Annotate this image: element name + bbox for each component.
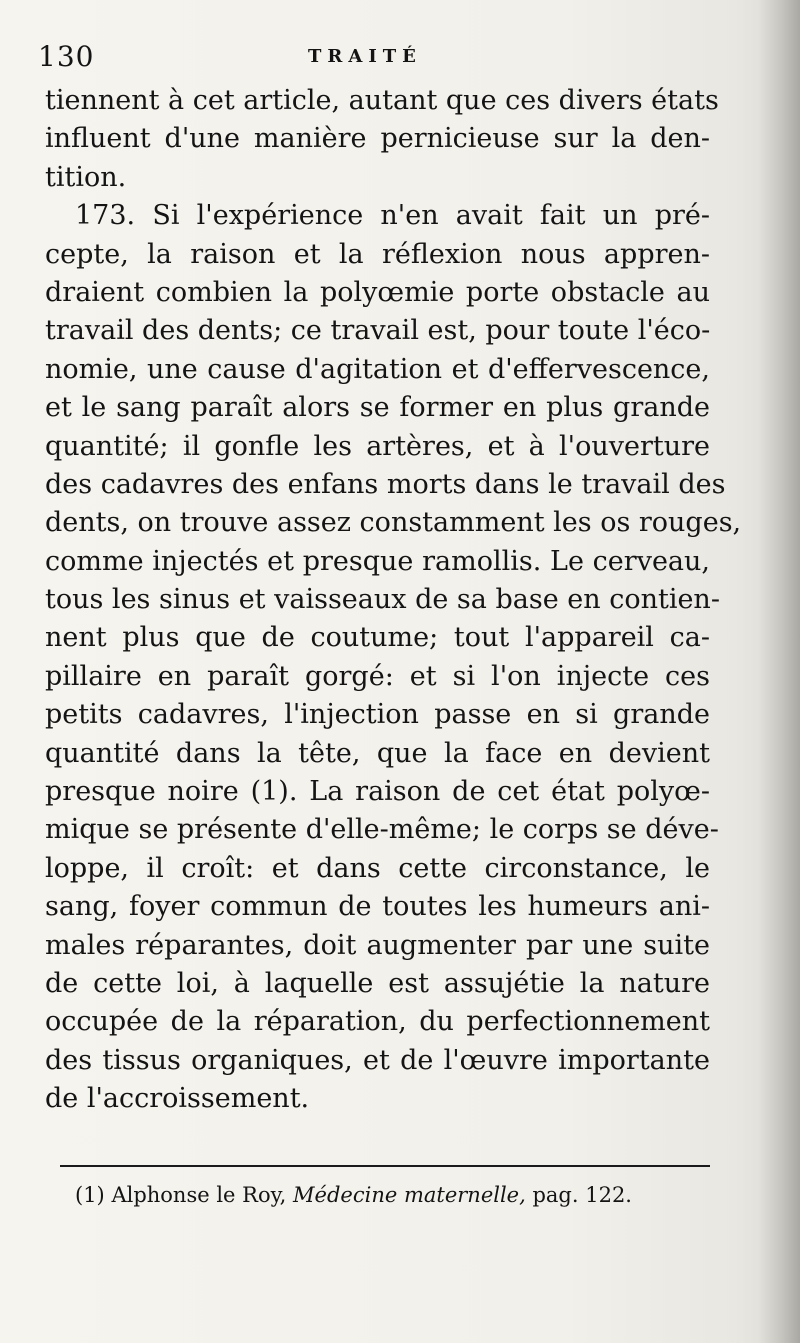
- text-line: quantité; il gonfle les artères, et à l'ouverture: [45, 430, 710, 462]
- text-line: des cadavres des enfans morts dans le travail des: [45, 468, 726, 500]
- footnote-marker: (1): [75, 1183, 105, 1207]
- footnote-page-ref: pag. 122.: [532, 1183, 632, 1207]
- footnote-author: Alphonse le Roy,: [111, 1183, 287, 1207]
- text-line: mique se présente d'elle-même; le corps se déve-: [45, 814, 719, 846]
- text-line: influent d'une manière pernicieuse sur la den-: [45, 123, 710, 155]
- footnote-rule: [60, 1165, 710, 1167]
- text-line: pillaire en paraît gorgé: et si l'on injecte ces: [45, 660, 710, 692]
- body-text: [45, 82, 742, 1119]
- running-head: TRAITÉ: [308, 46, 422, 67]
- text-line: sang, foyer commun de toutes les humeurs ani-: [45, 891, 710, 923]
- text-line: tition.: [45, 161, 127, 193]
- text-line: occupée de la réparation, du perfectionnement: [45, 1006, 710, 1038]
- text-line: des tissus organiques, et de l'œuvre importante: [45, 1044, 710, 1076]
- text-line: quantité dans la tête, que la face en devient: [45, 737, 710, 769]
- text-line: comme injectés et presque ramollis. Le cerveau,: [45, 545, 710, 577]
- text-line: nent plus que de coutume; tout l'appareil ca-: [45, 622, 710, 654]
- text-line: de l'accroissement.: [45, 1083, 310, 1115]
- text-line: loppe, il croît: et dans cette circonstance, le: [45, 852, 710, 884]
- text-line: dents, on trouve assez constamment les os rouges,: [45, 507, 742, 539]
- text-line: de cette loi, à laquelle est assujétie la nature: [45, 967, 710, 999]
- text-line: presque noire (1). La raison de cet état polyœ-: [45, 776, 710, 808]
- text-line: petits cadavres, l'injection passe en si grande: [45, 699, 710, 731]
- text-line: cepte, la raison et la réflexion nous appren-: [45, 238, 710, 270]
- text-line: nomie, une cause d'agitation et d'effervescence,: [45, 353, 710, 385]
- text-line: draient combien la polyœmie porte obstacle au: [45, 276, 710, 308]
- page-edge-shadow: [758, 0, 800, 1343]
- text-line: travail des dents; ce travail est, pour toute l'éco-: [45, 315, 711, 347]
- text-line: et le sang paraît alors se former en plus grande: [45, 392, 710, 424]
- text-line: males réparantes, doit augmenter par une suite: [45, 929, 710, 961]
- page-header: [38, 40, 748, 80]
- text-line: tiennent à cet article, autant que ces divers états: [45, 85, 719, 116]
- footnote: [75, 1183, 715, 1207]
- page-number: 130: [38, 40, 95, 73]
- text-line: tous les sinus et vaisseaux de sa base en contien-: [45, 584, 720, 616]
- footnote-title: Médecine maternelle,: [293, 1183, 526, 1207]
- text-line: 173. Si l'expérience n'en avait fait un pré-: [75, 200, 710, 232]
